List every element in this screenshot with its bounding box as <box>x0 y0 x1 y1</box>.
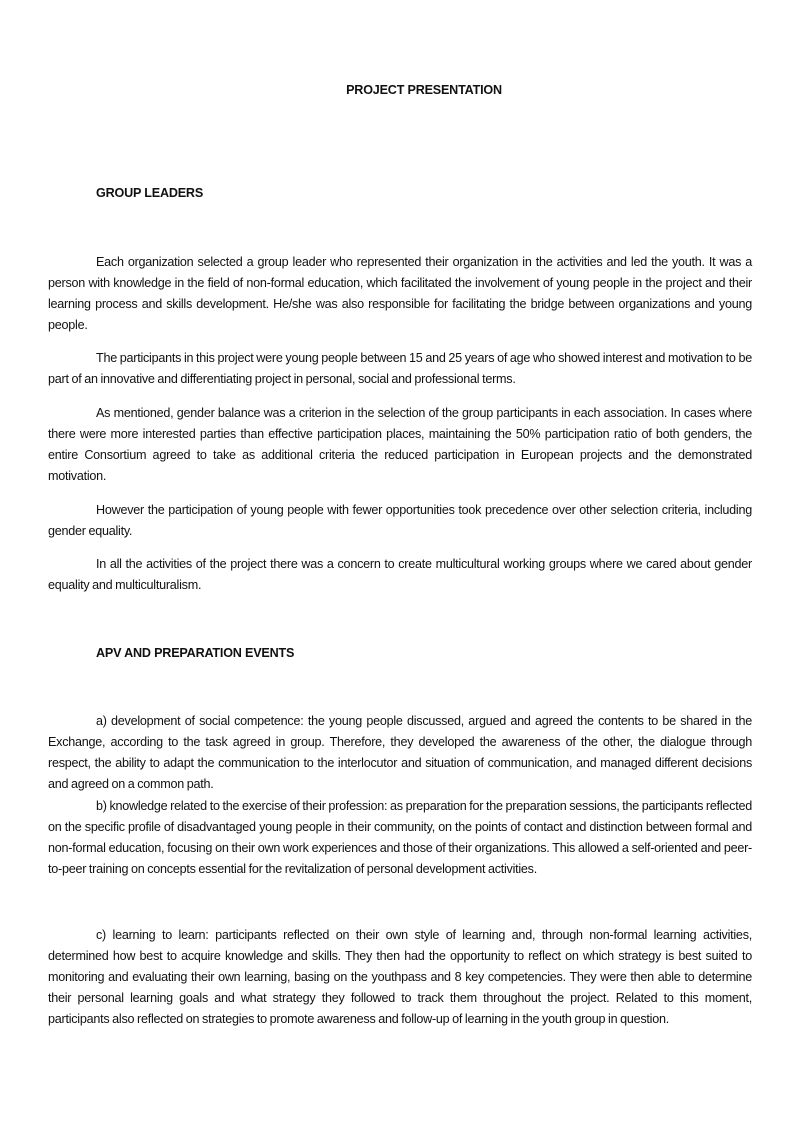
paragraph: As mentioned, gender balance was a criterion in the selection of the group participants in each association. In cases where there were more interested parties than effective participation places, maintaining the 50% participation ratio of both genders, the entire Consortium agreed to take as additional criteria the reduced participation in European projects and the demonstrated motivation. <box>48 406 752 483</box>
paragraph: The participants in this project were young people between 15 and 25 years of age who showed interest and motivation to be part of an innovative and differentiating project in personal, social and professional terms. <box>48 351 752 386</box>
document-title: PROJECT PRESENTATION <box>346 83 502 97</box>
paragraph: c) learning to learn: participants reflected on their own style of learning and, through non-formal learning activities, determined how best to acquire knowledge and skills. They then had the opportunity to reflect on which strategy is best suited to monitoring and evaluating their own learning, basing on the youthpass and 8 key competencies. They were then able to determine their personal learning goals and what strategy they followed to track them throughout the project. Related to this moment, participants also reflected on strategies to promote awareness and follow-up of learning in the youth group in question. <box>48 928 752 1026</box>
section-heading-group-leaders: GROUP LEADERS <box>96 186 204 200</box>
paragraph: Each organization selected a group leader who represented their organization in the activities and led the youth. It was a person with knowledge in the field of non-formal education, which facilitated the involvement of young people in the project and their learning process and skills development. He/she was also responsible for facilitating the bridge between organizations and young people. <box>48 255 752 332</box>
section-heading-apv-preparation: APV AND PREPARATION EVENTS <box>96 646 295 660</box>
paragraph: b) knowledge related to the exercise of their profession: as preparation for the preparation sessions, the participants reflected on the specific profile of disadvantaged young people in their community, on the points of contact and distinction between formal and non-formal education, focusing on their own work experiences and those of their organizations. This allowed a self-oriented and peer-to-peer training on concepts essential for the revitalization of personal development activities. <box>48 799 752 876</box>
paragraph: However the participation of young people with fewer opportunities took precedence over other selection criteria, including gender equality. <box>48 503 752 538</box>
paragraph: In all the activities of the project there was a concern to create multicultural working groups where we cared about gender equality and multiculturalism. <box>48 557 752 592</box>
paragraph: a) development of social competence: the young people discussed, argued and agreed the contents to be shared in the Exchange, according to the task agreed in group. Therefore, they developed the awareness of the other, the dialogue through respect, the ability to adapt the communication to the interlocutor and situation of communication, and managed different decisions and agreed on a common path. <box>48 714 752 791</box>
